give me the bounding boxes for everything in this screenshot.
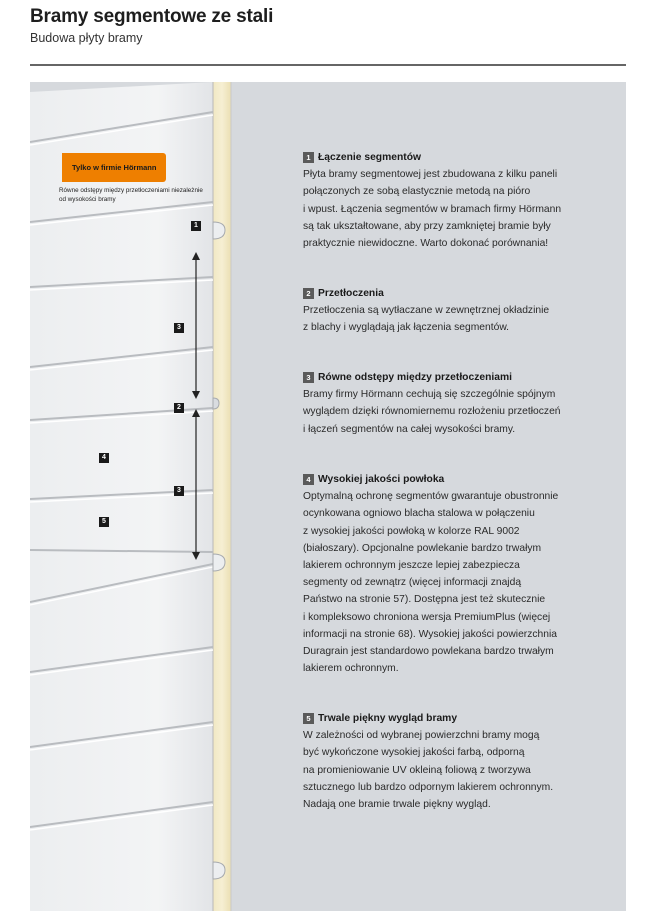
section-number: 3: [303, 372, 314, 383]
marker-4: 4: [99, 453, 109, 463]
marker-3-upper: 3: [174, 323, 184, 333]
exclusive-badge: Tylko w firmie Hörmann: [62, 153, 166, 182]
badge-note: Równe odstępy między przetłoczeniami niezależnie od wysokości bramy: [59, 187, 203, 204]
section-lasting-look: [303, 710, 603, 813]
foam-core: [213, 82, 231, 911]
section-heading: Trwale piękny wygląd bramy: [318, 713, 458, 724]
section-number: 1: [303, 152, 314, 163]
section-number: 5: [303, 713, 314, 724]
section-body: Płyta bramy segmentowej jest zbudowana z kilku paneli połączonych ze sobą elastycznie metodą na pióro i wpust. Łączenia segmentów w bramach firmy Hörmann są tak ukształtowane, aby przy zamkniętej bramie były praktycznie niewidoczne. Warto dokonać porównania!: [303, 169, 562, 250]
section-segment-joints: [303, 149, 603, 252]
section-body: W zależności od wybranej powierzchni bramy mogą być wykończone wysokiej jakości farbą, odporną na promieniowanie UV okleiną foliową z tworzywa sztucznego lub bardzo odpornym lakierem ochronnym. Nadają one bramie trwale piękny wygląd.: [303, 730, 554, 811]
section-number: 2: [303, 288, 314, 299]
section-coating: [303, 471, 603, 677]
section-heading: Wysokiej jakości powłoka: [318, 474, 445, 485]
section-number: 4: [303, 474, 314, 485]
page-subtitle: Budowa płyty bramy: [30, 31, 143, 45]
header-divider: [30, 64, 626, 66]
section-body: Bramy firmy Hörmann cechują się szczególnie spójnym wyglądem dzięki równomiernemu rozłożeniu przetłoczeń i łączeń segmentów na całej wysokości bramy.: [303, 389, 561, 435]
marker-1: 1: [191, 221, 201, 231]
section-heading: Równe odstępy między przetłoczeniami: [318, 372, 512, 383]
section-embossing: [303, 285, 603, 337]
section-heading: Łączenie segmentów: [318, 152, 421, 163]
panel-face: [30, 82, 213, 911]
marker-3-lower: 3: [174, 486, 184, 496]
section-body: Optymalną ochronę segmentów gwarantuje obustronnie ocynkowana ogniowo blacha stalowa w połączeniu z wysokiej jakości powłoką w kolorze RAL 9002 (białoszary). Opcjonalne powlekanie bardzo trwałym lakierem ochronnym jeszcze lepiej zabezpiecza segmenty od zewnątrz (więcej informacji znajdą Państwo na stronie 57). Dostępna jest też skutecznie i kompleksowo chroniona wersja PremiumPlus (więcej informacji na stronie 68). Wysokiej jakości powierzchnia Duragrain jest standardowo powlekana bardzo trwałym lakierem ochronnym.: [303, 491, 559, 675]
section-equal-spacing: [303, 369, 603, 438]
section-heading: Przetłoczenia: [318, 288, 384, 299]
page-title: Bramy segmentowe ze stali: [30, 6, 274, 27]
marker-5: 5: [99, 517, 109, 527]
marker-2: 2: [174, 403, 184, 413]
section-body: Przetłoczenia są wytłaczane w zewnętrznej okładzinie z blachy i wyglądają jak łączenia segmentów.: [303, 305, 550, 334]
